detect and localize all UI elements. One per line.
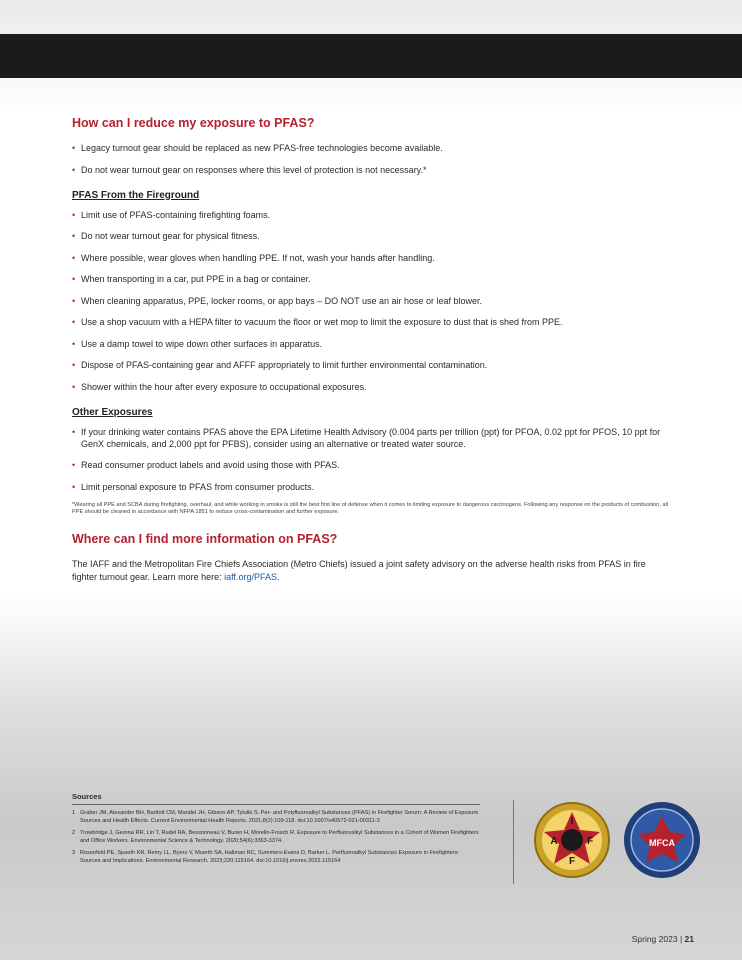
article-content xyxy=(72,116,672,584)
list-item: • Dispose of PFAS-containing gear and AFFF appropriately to limit further environmental contamination. xyxy=(72,359,672,371)
iaff-letter: I xyxy=(570,816,574,827)
source-item xyxy=(72,850,480,865)
footnote: *Wearing all PPE and SCBA during firefighting, overhaul, and while working in smoke is still the best first line of defense when it comes to limiting exposure to dangerous carcinogens. Following any response on the products of combustion, all PPE should be cleaned in accordance with NFPA 1851 to reduce cross-contamination and further exposure. xyxy=(72,502,668,515)
logo-divider xyxy=(513,800,514,884)
iaff-letter: F xyxy=(568,856,576,867)
bullet-list-other xyxy=(72,426,672,493)
list-item: • Use a shop vacuum with a HEPA filter to vacuum the floor or wet mop to limit the exposure to dust that is shed from PPE. xyxy=(72,316,672,328)
source-text: Graber JM, Alexander BH, Bartlett CM, Mandel JH, Gibson AP, Tylutki S. Per- and Polyfluoroalkyl Substances (PFAS) in Firefighter Serum: A Review of Exposure Sources and Health Effects. Current Environmental Health Reports. 2021;8(2):109-118. doi:10.1007/s40572-021-00311-3 xyxy=(80,810,479,824)
list-item: • Shower within the hour after every exposure to occupational exposures. xyxy=(72,381,672,393)
list-item: • When transporting in a car, put PPE in a bag or container. xyxy=(72,273,672,285)
list-item: • Do not wear turnout gear on responses where this level of protection is not necessary.* xyxy=(72,164,672,176)
bullet-list-fireground xyxy=(72,209,672,393)
sources-title: Sources xyxy=(72,792,102,801)
metro-chiefs-logo xyxy=(622,800,702,880)
source-number: 2 xyxy=(72,830,76,837)
section-heading-more-info: Where can I find more information on PFAS? xyxy=(72,532,338,546)
source-item xyxy=(72,830,480,845)
iaff-letter: F xyxy=(586,836,594,847)
iaff-logo xyxy=(533,800,611,880)
list-item: • Where possible, wear gloves when handling PPE. If not, wash your hands after handling. xyxy=(72,252,672,264)
footer-separator: | xyxy=(679,934,683,944)
subheading-fireground: PFAS From the Fireground xyxy=(72,189,200,201)
list-item: • Legacy turnout gear should be replaced as new PFAS-free technologies become available. xyxy=(72,142,672,154)
source-text: Trowbridge J, Gerona RR, Lin T, Rudel RA, Bessonneau V, Buren H, Morello-Frosch R. Exposure to Perfluoroalkyl Substances in a Cohort of Women Firefighters and Office Workers. Environmental Science & Technology. 2020;54(6):3363-3374. xyxy=(80,830,479,844)
source-number: 1 xyxy=(72,810,76,816)
issue-label: Spring 2023 xyxy=(631,934,678,944)
bullet-list-reduce xyxy=(72,142,672,176)
page-number: 21 xyxy=(684,934,694,944)
top-banner-bar xyxy=(0,34,742,78)
source-number: 3 xyxy=(72,850,76,857)
source-text: Rosenfeld PE, Spaeth KR, Remy LL, Byers V, Muerth SA, Hallman RC, Summers-Evans D, Barker L. Perfluoroalkyl Substances Exposure in Firefighters: Sources and Implications. Environmental Research. 2023;220:115164. doi:10.1016/j.envres.2022.115164 xyxy=(80,850,460,864)
more-info-end: . xyxy=(276,572,280,582)
list-item: • If your drinking water contains PFAS above the EPA Lifetime Health Advisory (0.004 parts per trillion (ppt) for PFOA, 0.02 ppt for PFOS, 10 ppt for GenX chemicals, and 2,000 ppt for PFBS), consider using an alternative or treated water source. xyxy=(72,426,672,450)
list-item: • Use a damp towel to wipe down other surfaces in apparatus. xyxy=(72,338,672,350)
metro-logo-text: MFCA xyxy=(649,838,675,848)
iaff-letter: A xyxy=(550,836,558,847)
section-heading-reduce-exposure: How can I reduce my exposure to PFAS? xyxy=(72,116,315,130)
list-item: • When cleaning apparatus, PPE, locker rooms, or app bays – DO NOT use an air hose or leaf blower. xyxy=(72,295,672,307)
list-item: • Limit use of PFAS-containing firefighting foams. xyxy=(72,209,672,221)
page-footer xyxy=(632,934,694,944)
more-info-text: The IAFF and the Metropolitan Fire Chiefs Association (Metro Chiefs) issued a joint safety advisory on the adverse health risks from PFAS in fire fighter turnout gear. Learn more here: xyxy=(72,559,646,582)
list-item: • Read consumer product labels and avoid using those with PFAS. xyxy=(72,459,672,471)
subheading-other-exposures: Other Exposures xyxy=(72,406,153,418)
iaff-pfas-link[interactable]: iaff.org/PFAS xyxy=(224,572,277,582)
list-item: • Limit personal exposure to PFAS from consumer products. xyxy=(72,481,672,493)
more-info-paragraph xyxy=(72,558,672,584)
source-item xyxy=(72,810,480,825)
list-item: • Do not wear turnout gear for physical fitness. xyxy=(72,230,672,242)
sources-block xyxy=(72,792,480,871)
sources-divider xyxy=(72,804,480,805)
